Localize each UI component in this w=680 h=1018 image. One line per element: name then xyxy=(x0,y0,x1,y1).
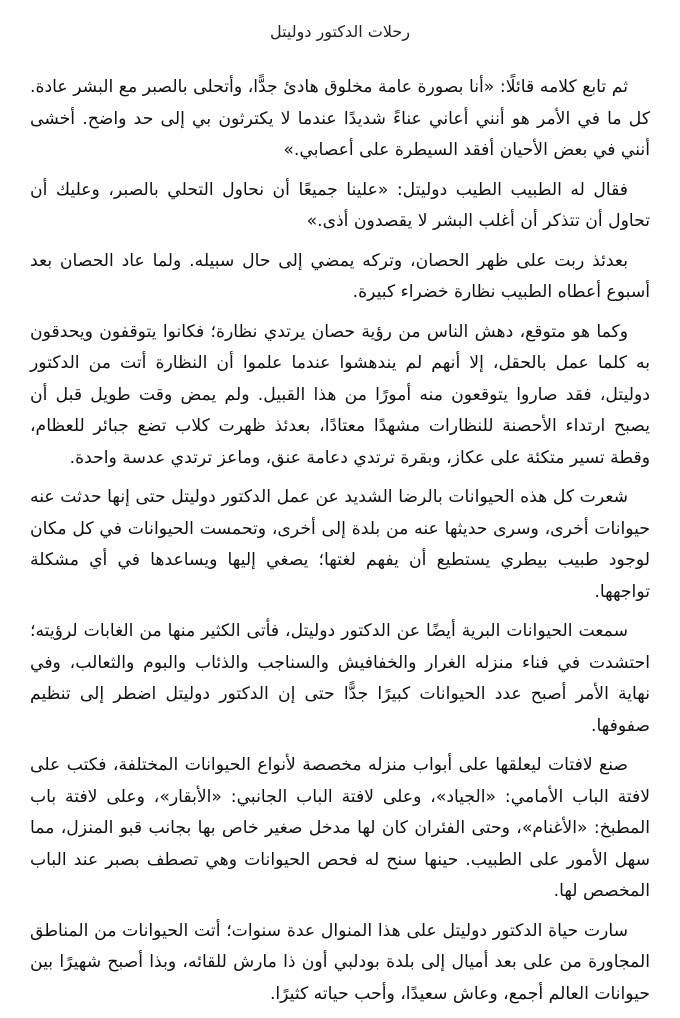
paragraph: شعرت كل هذه الحيوانات بالرضا الشديد عن عمل الدكتور دوليتل حتى إنها حدثت عنه حيوانات أخرى، وسرى حديثها عنه من بلدة إلى أخرى، وتحمست الحيوانات في كل مكان لوجود طبيب بيطري يستطيع أن يفهم لغتها؛ يصغي إليها ويساعدها في أي مشكلة تواجهها. xyxy=(30,487,650,602)
paragraph: وكما هو متوقع، دهش الناس من رؤية حصان يرتدي نظارة؛ فكانوا يتوقفون ويحدقون به كلما عمل بالحقل، إلا أنهم لم يندهشوا عندما علموا أن النظارة أتت من الدكتور دوليتل، فقد صاروا يتوقعون منه أمورًا من هذا القبيل. ولم يمض وقت طويل قبل أن يصبح ارتداء الأحصنة للنظارات مشهدًا معتادًا، بعدئذ ظهرت كلاب تضع جبائر للعظام، وقطة تسير متكئة على عكاز، وبقرة ترتدي دعامة عنق، وماعز ترتدي عدسة واحدة. xyxy=(30,321,650,468)
running-header: رحلات الدكتور دوليتل xyxy=(269,22,411,41)
paragraph: بعدئذ ربت على ظهر الحصان، وتركه يمضي إلى حال سبيله. ولما عاد الحصان بعد أسبوع أعطاه الطبيب نظارة خضراء كبيرة. xyxy=(30,250,650,302)
paragraph: سارت حياة الدكتور دوليتل على هذا المنوال عدة سنوات؛ أتت الحيوانات من المناطق المجاورة من على بعد أميال إلى بلدة بودلبي أون ذا مارش للقائه، وبذا أصبح شهيرًا بين حيوانات العالم أجمع، وعاش سعيدًا، وأحب حياته كثيرًا. xyxy=(30,920,650,1004)
body-text xyxy=(30,72,650,1018)
paragraph: فقال له الطبيب الطيب دوليتل: «علينا جميعًا أن نحاول التحلي بالصبر، وعليك أن تحاول أن تتذكر أن أغلب البشر لا يقصدون أذى.» xyxy=(30,179,650,231)
paragraph: صنع لافتات ليعلقها على أبواب منزله مخصصة لأنواع الحيوانات المختلفة، فكتب على لافتة الباب الأمامي: «الجياد»، وعلى لافتة الباب الجانبي: «الأبقار»، وعلى لافتة باب المطبخ: «الأغنام»، وحتى الفئران كان لها مدخل صغير خاص بها بجانب قبو المنزل، مما سهل الأمور على الطبيب. حينها سنح له فحص الحيوانات وهي تصطف بصبر عند الباب المخصص لها. xyxy=(30,755,650,901)
paragraph: سمعت الحيوانات البرية أيضًا عن الدكتور دوليتل، فأتى الكثير منها من الغابات لرؤيته؛ احتشدت في فناء منزله الغرار والخفافيش والسناجب والذئاب والبوم والثعالب، وفي نهاية الأمر أصبح عدد الحيوانات كبيرًا جدًّا حتى إن الدكتور دوليتل اضطر إلى تنظيم صفوفها. xyxy=(30,621,650,736)
paragraph: ثم تابع كلامه قائلًا: «أنا بصورة عامة مخلوق هادئ جدًّا، وأتحلى بالصبر مع البشر عادة. كل ما في الأمر هو أنني أعاني عناءً شديدًا عندما لا يكترثون بي إلى حد واضح. أخشى أنني في بعض الأحيان أفقد السيطرة على أعصابي.» xyxy=(30,77,650,160)
